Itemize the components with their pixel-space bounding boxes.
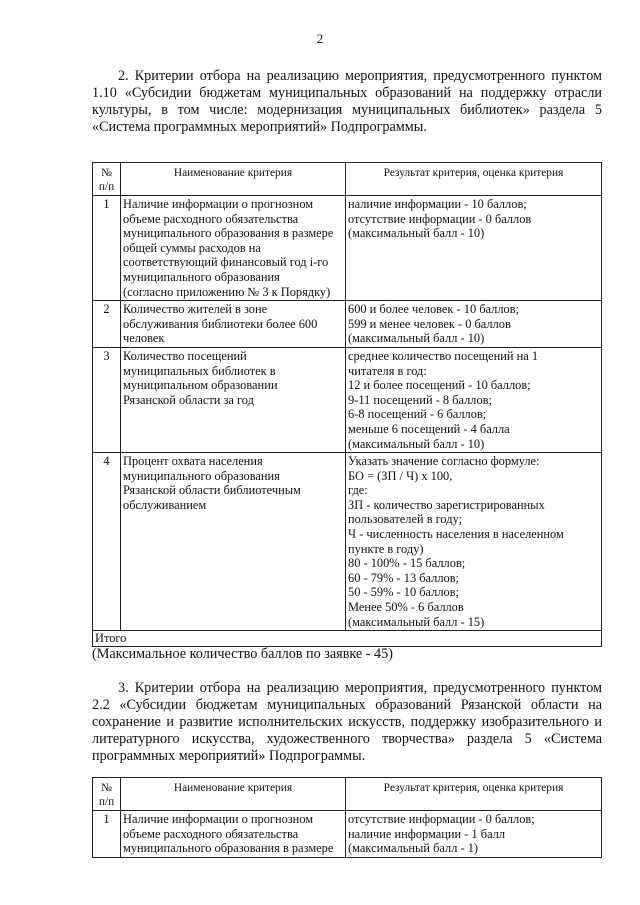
criterion-result-line: читателя в год: [348, 363, 427, 378]
criterion-name [121, 301, 346, 348]
row-number: 4 [93, 453, 121, 631]
criterion-result-line: 600 и более человек - 10 баллов; [348, 302, 520, 317]
criterion-name-line: объеме расходного обязательства [123, 826, 299, 841]
criterion-name-line: Рязанской области за год [123, 392, 254, 407]
criterion-name-line: муниципального образования [123, 468, 280, 483]
criterion-name-line: обслуживания библиотеки более 600 [123, 316, 318, 331]
criterion-result-line: среднее количество посещений на 1 [348, 348, 539, 363]
header-criterion-result: Результат критерия, оценка критерия [346, 778, 602, 811]
criterion-name [121, 196, 346, 301]
criterion-result-line: 80 - 100% - 15 баллов; [348, 556, 466, 571]
criterion-name-line: (согласно приложению № 3 к Порядку) [123, 284, 331, 299]
row-number: 2 [93, 301, 121, 348]
total-row [93, 631, 602, 647]
criterion-name-line: Количество жителей в зоне [123, 302, 268, 317]
criterion-name-line: Рязанской области библиотечным [123, 483, 301, 498]
criterion-name [121, 811, 346, 858]
criterion-name [121, 347, 346, 452]
table-body [93, 196, 602, 631]
row-number: 3 [93, 347, 121, 452]
max-score-note: (Максимальное количество баллов по заявке - 45) [92, 646, 393, 662]
criterion-result-line: меньше 6 посещений - 4 балла [348, 421, 510, 436]
criterion-result-line: Указать значение согласно формуле: [348, 454, 540, 469]
criterion-result-line: (максимальный балл - 15) [348, 614, 485, 629]
criterion-result-line: 50 - 59% - 10 баллов; [348, 585, 460, 600]
criterion-result-line: отсутствие информации - 0 баллов [348, 211, 532, 226]
criterion-name-line: объеме расходного обязательства [123, 211, 299, 226]
criterion-result-line: 599 и менее человек - 0 баллов [348, 316, 511, 331]
header-num: № п/п [93, 778, 121, 811]
criterion-result [346, 811, 602, 858]
criterion-result [346, 301, 602, 348]
criterion-name [121, 453, 346, 631]
criterion-result-line: 9-11 посещений - 8 баллов; [348, 392, 492, 407]
table-row [93, 196, 602, 301]
criterion-result-line: (максимальный балл - 10) [348, 331, 485, 346]
criterion-name-line: муниципального образования [123, 269, 280, 284]
criterion-result-line: (максимальный балл - 10) [348, 226, 485, 241]
criterion-name-line: обслуживанием [123, 497, 207, 512]
criterion-name-line: муниципальных библиотек в [123, 363, 276, 378]
total-label: Итого [93, 631, 602, 647]
criterion-result [346, 347, 602, 452]
criterion-result-line: ЗП - количество зарегистрированных [348, 497, 545, 512]
row-number: 1 [93, 196, 121, 301]
criterion-result-line: БО = (ЗП / Ч) х 100, [348, 468, 453, 483]
table-row [93, 347, 602, 452]
page-number: 2 [316, 31, 324, 46]
criterion-result-line: 6-8 посещений - 6 баллов; [348, 407, 487, 422]
criterion-result-line: пользователей в году; [348, 512, 463, 527]
header-criterion-name: Наименование критерия [121, 778, 346, 811]
criterion-result-line: (максимальный балл - 1) [348, 841, 479, 856]
criterion-name-line: человек [123, 331, 165, 346]
criterion-name-line: Количество посещений [123, 348, 247, 363]
header-num: № п/п [93, 163, 121, 196]
criterion-result-line: отсутствие информации - 0 баллов; [348, 812, 535, 826]
criterion-name-line: общей суммы расходов на [123, 240, 261, 255]
criteria-table-section-3 [92, 777, 602, 858]
table-header-row [93, 778, 602, 811]
section-3-heading: 3. Критерии отбора на реализацию мероприятия, предусмотренного пунктом 2.2 «Субсидии бюджетам муниципальных образований Рязанской области на сохранение и развитие исполнительских искусств, поддержку изобразительного и литературного искусства, художественного творчества» раздела 5 «Система программных мероприятий» Подпрограммы. [92, 680, 602, 764]
criterion-result-line: Ч - численность населения в населенном [348, 527, 564, 542]
row-number: 1 [93, 811, 121, 858]
criterion-result-line: 12 и более посещений - 10 баллов; [348, 378, 531, 393]
criterion-name-line: муниципального образования в размере [123, 841, 334, 856]
criterion-name-line: муниципальном образовании [123, 378, 278, 393]
criterion-name-line: Процент охвата населения [123, 454, 263, 469]
criterion-name-line: Наличие информации о прогнозном [123, 812, 314, 826]
criterion-result [346, 453, 602, 631]
table-row [93, 301, 602, 348]
criterion-result [346, 196, 602, 301]
criteria-table-section-2 [92, 162, 602, 647]
header-criterion-result: Результат критерия, оценка критерия [346, 163, 602, 196]
table-row [93, 811, 602, 858]
header-criterion-name: Наименование критерия [121, 163, 346, 196]
criterion-result-line: где: [348, 483, 368, 498]
criterion-name-line: Наличие информации о прогнозном [123, 197, 314, 211]
criterion-result-line: пункте в году) [348, 541, 424, 556]
criterion-result-line: (максимальный балл - 10) [348, 436, 485, 451]
table-header-row [93, 163, 602, 196]
criterion-result-line: Менее 50% - 6 баллов [348, 600, 464, 615]
section-2-heading: 2. Критерии отбора на реализацию мероприятия, предусмотренного пунктом 1.10 «Субсидии бюджетам муниципальных образований на поддержку отрасли культуры, в том числе: модернизация муниципальных библиотек» раздела 5 «Система программных мероприятий» Подпрограммы. [92, 68, 602, 135]
table-body [93, 811, 602, 858]
criterion-result-line: 60 - 79% - 13 баллов; [348, 570, 460, 585]
criterion-name-line: соответствующий финансовый год i-го [123, 255, 329, 270]
criterion-result-line: наличие информации - 10 баллов; [348, 197, 527, 211]
table-row [93, 453, 602, 631]
criterion-result-line: наличие информации - 1 балл [348, 826, 506, 841]
criterion-name-line: муниципального образования в размере [123, 226, 334, 241]
